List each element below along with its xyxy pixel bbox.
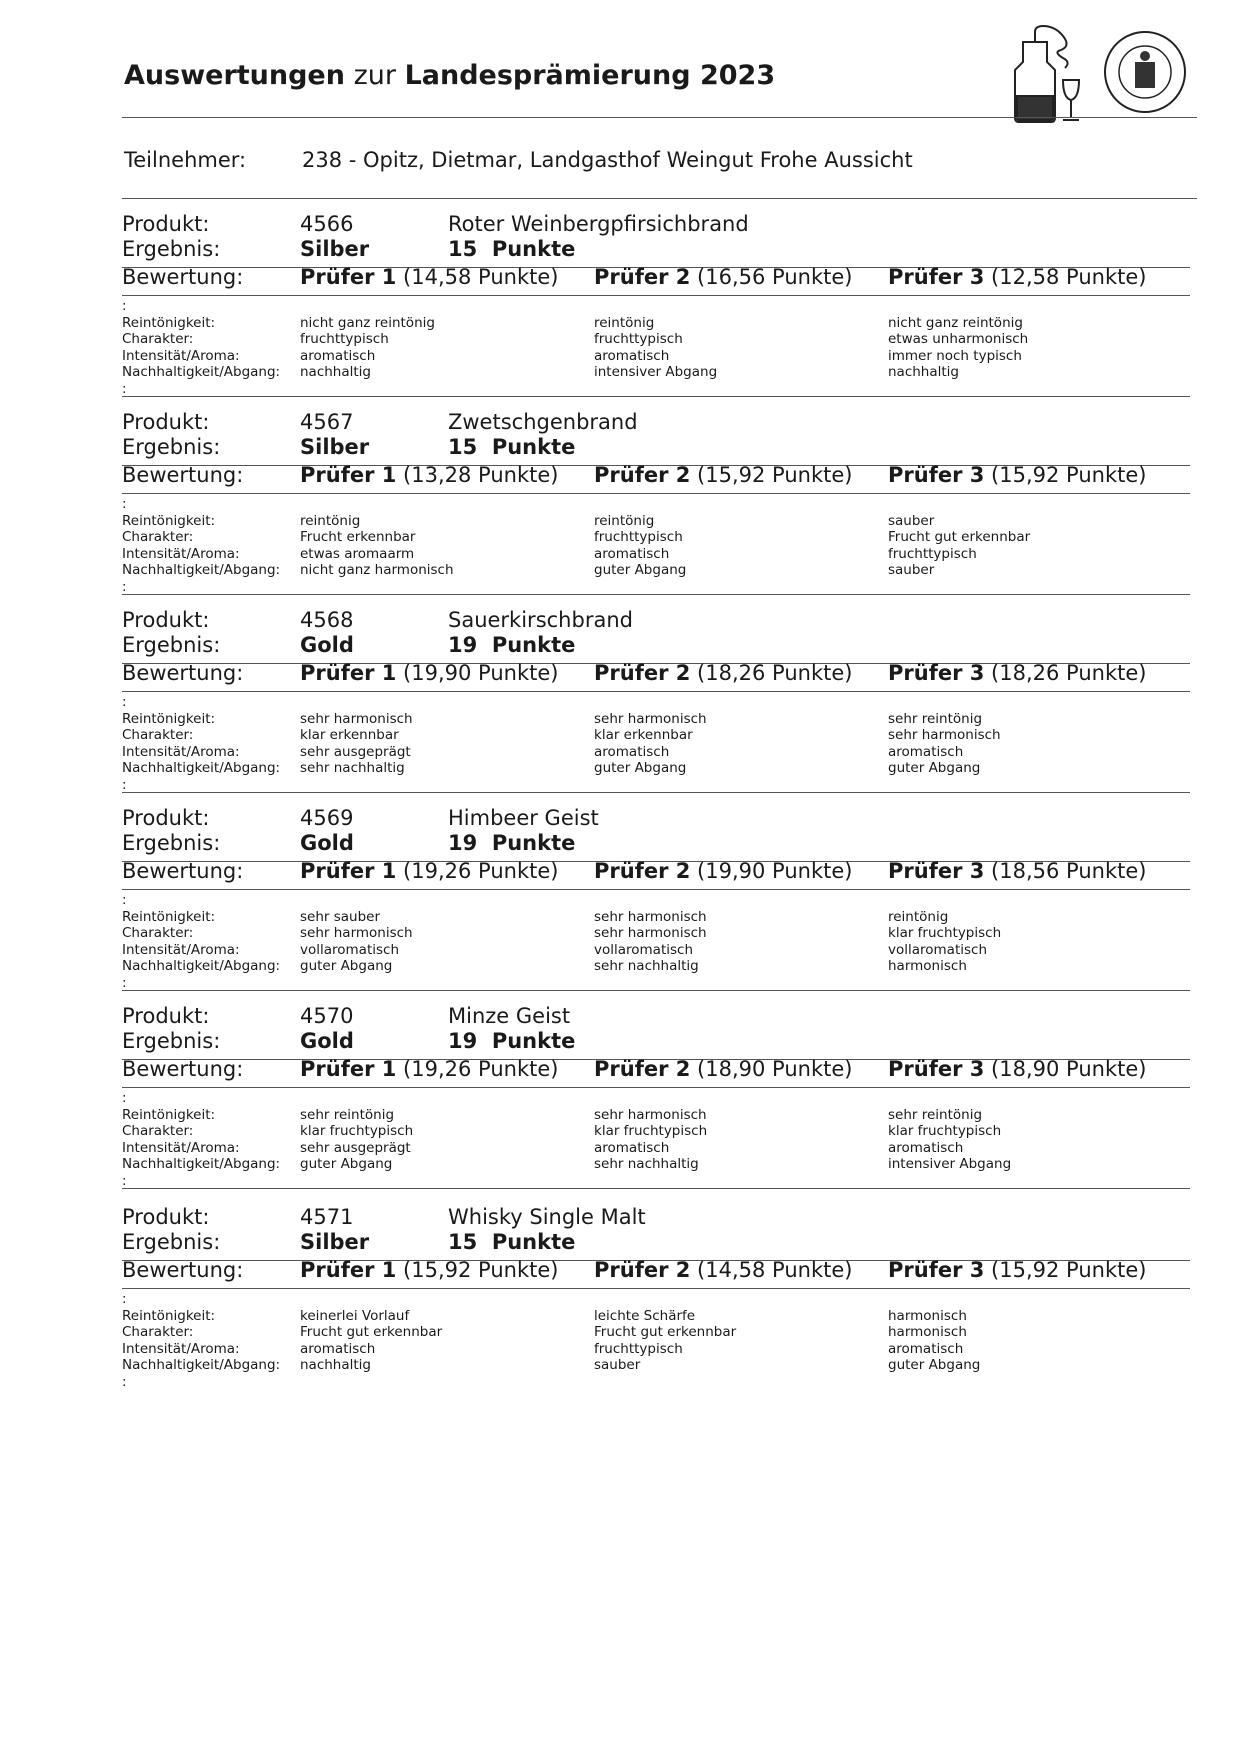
score: 19 Punkte xyxy=(448,633,576,657)
bewertung-label: Bewertung: xyxy=(122,463,244,487)
title-part-1: Auswertungen xyxy=(124,60,345,91)
pruefer-3-comments xyxy=(888,513,1030,579)
pruefer-2-comments xyxy=(594,1107,707,1173)
score: 15 Punkte xyxy=(448,1230,576,1254)
association-seal xyxy=(1105,32,1185,112)
pruefer-1-comments xyxy=(300,711,413,777)
criterion-label: Intensität/Aroma: xyxy=(122,347,240,364)
comment: aromatisch xyxy=(594,347,670,364)
product-id: 4569 xyxy=(300,806,354,830)
comment: sehr nachhaltig xyxy=(300,760,405,776)
product-block xyxy=(122,212,1190,412)
comment: aromatisch xyxy=(594,743,670,760)
criterion-label: Charakter: xyxy=(122,727,194,743)
criterion-label: Charakter: xyxy=(122,331,194,347)
score: 15 Punkte xyxy=(448,237,576,261)
pruefer-2-label: Prüfer 2 xyxy=(594,265,691,289)
product-divider xyxy=(122,990,1190,991)
comment: aromatisch xyxy=(888,743,964,760)
pruefer-1-label: Prüfer 1 xyxy=(300,265,397,289)
comment: nachhaltig xyxy=(300,1357,372,1373)
pruefer-3-points: (18,26 Punkte) xyxy=(991,661,1147,685)
pruefer-1-label: Prüfer 1 xyxy=(300,1258,397,1282)
product-id: 4566 xyxy=(300,212,354,236)
comment: aromatisch xyxy=(300,347,376,364)
comment: nicht ganz reintönig xyxy=(888,314,1023,331)
comment: sauber xyxy=(594,1357,641,1373)
participant-divider xyxy=(122,198,1197,199)
comment: etwas unharmonisch xyxy=(888,331,1029,347)
comment: guter Abgang xyxy=(888,1357,981,1373)
pruefer-1-comments xyxy=(300,315,435,381)
pruefer-2-score xyxy=(594,661,852,685)
criterion-label: Charakter: xyxy=(122,925,194,941)
pruefer-1-score xyxy=(300,1057,558,1081)
pruefer-3-points: (18,90 Punkte) xyxy=(991,1057,1147,1081)
pruefer-2-comments xyxy=(594,909,707,975)
medal: Gold xyxy=(300,633,354,657)
comment: fruchttypisch xyxy=(300,331,389,347)
comment: aromatisch xyxy=(888,1139,964,1156)
pruefer-3-label: Prüfer 3 xyxy=(888,1057,985,1081)
score: 15 Punkte xyxy=(448,435,576,459)
title-part-2: zur xyxy=(353,60,396,91)
pruefer-3-comments xyxy=(888,711,1001,777)
criterion-label: Reintönigkeit: xyxy=(122,512,216,529)
comment: guter Abgang xyxy=(594,562,687,578)
colon-bottom: : xyxy=(122,1373,127,1390)
product-divider xyxy=(122,792,1190,793)
colon-top: : xyxy=(122,892,127,908)
comment: klar erkennbar xyxy=(594,727,693,743)
pruefer-2-points: (19,90 Punkte) xyxy=(697,859,853,883)
pruefer-1-comments xyxy=(300,513,454,579)
comment: sehr reintönig xyxy=(300,1106,395,1123)
pruefer-1-score xyxy=(300,265,558,289)
comment: sehr nachhaltig xyxy=(594,1156,699,1172)
comment: fruchttypisch xyxy=(594,1340,683,1357)
criterion-label: Reintönigkeit: xyxy=(122,314,216,331)
criterion-label: Nachhaltigkeit/Abgang: xyxy=(122,1357,281,1373)
comment: guter Abgang xyxy=(300,1156,393,1172)
comment: reintönig xyxy=(888,908,949,925)
pruefer-2-label: Prüfer 2 xyxy=(594,661,691,685)
produkt-label: Produkt: xyxy=(122,410,210,434)
comment: sehr ausgeprägt xyxy=(300,1139,411,1156)
pruefer-3-points: (15,92 Punkte) xyxy=(991,1258,1147,1282)
product-name: Himbeer Geist xyxy=(448,806,599,830)
comment: intensiver Abgang xyxy=(594,364,718,380)
product-id: 4567 xyxy=(300,410,354,434)
product-block xyxy=(122,410,1190,610)
criterion-label: Intensität/Aroma: xyxy=(122,743,240,760)
pruefer-2-score xyxy=(594,1258,852,1282)
criterion-label: Charakter: xyxy=(122,1324,194,1340)
criteria-labels xyxy=(122,1291,280,1390)
ergebnis-label: Ergebnis: xyxy=(122,633,221,657)
criterion-label: Nachhaltigkeit/Abgang: xyxy=(122,364,281,380)
pruefer-3-comments xyxy=(888,315,1028,381)
pruefer-3-label: Prüfer 3 xyxy=(888,661,985,685)
medal: Gold xyxy=(300,831,354,855)
pruefer-1-points: (14,58 Punkte) xyxy=(403,265,559,289)
comment: immer noch typisch xyxy=(888,347,1022,364)
comment: harmonisch xyxy=(888,1307,967,1324)
colon-top: : xyxy=(122,694,127,710)
comment: guter Abgang xyxy=(300,958,393,974)
criteria-labels xyxy=(122,298,280,397)
colon-bottom: : xyxy=(122,380,127,397)
criterion-label: Nachhaltigkeit/Abgang: xyxy=(122,562,281,578)
comment: sauber xyxy=(888,512,935,529)
pruefer-2-comments xyxy=(594,1308,736,1374)
comment: sehr reintönig xyxy=(888,1106,983,1123)
title-part-3: Landesprämierung 2023 xyxy=(404,60,776,91)
comment: sehr sauber xyxy=(300,908,381,925)
pruefer-2-label: Prüfer 2 xyxy=(594,1057,691,1081)
product-block xyxy=(122,608,1190,808)
association-logo xyxy=(1005,22,1195,127)
pruefer-3-score xyxy=(888,265,1146,289)
comment: harmonisch xyxy=(888,958,967,974)
comment: vollaromatisch xyxy=(594,941,694,958)
product-divider xyxy=(122,1188,1190,1189)
comment: keinerlei Vorlauf xyxy=(300,1307,410,1324)
criterion-label: Charakter: xyxy=(122,529,194,545)
score: 19 Punkte xyxy=(448,831,576,855)
pruefer-3-points: (18,56 Punkte) xyxy=(991,859,1147,883)
colon-top: : xyxy=(122,1291,127,1307)
pruefer-2-label: Prüfer 2 xyxy=(594,1258,691,1282)
product-name: Sauerkirschbrand xyxy=(448,608,633,632)
comment: sehr harmonisch xyxy=(300,710,413,727)
pruefer-3-points: (15,92 Punkte) xyxy=(991,463,1147,487)
product-divider xyxy=(122,594,1190,595)
comment: sehr harmonisch xyxy=(300,925,413,941)
pruefer-2-points: (18,90 Punkte) xyxy=(697,1057,853,1081)
page-title xyxy=(124,60,775,91)
product-block xyxy=(122,1004,1190,1204)
pruefer-2-points: (14,58 Punkte) xyxy=(697,1258,853,1282)
participant-label: Teilnehmer: xyxy=(124,148,247,172)
pruefer-1-points: (13,28 Punkte) xyxy=(403,463,559,487)
pruefer-2-comments xyxy=(594,711,707,777)
comment: klar fruchtypisch xyxy=(888,1123,1002,1139)
pruefer-2-score xyxy=(594,1057,852,1081)
participant-value: 238 - Opitz, Dietmar, Landgasthof Weingut Frohe Aussicht xyxy=(302,148,913,172)
criterion-label: Intensität/Aroma: xyxy=(122,1139,240,1156)
criteria-labels xyxy=(122,496,280,595)
comment: guter Abgang xyxy=(888,760,981,776)
pruefer-1-comments xyxy=(300,1107,413,1173)
pruefer-2-label: Prüfer 2 xyxy=(594,859,691,883)
bewertung-divider xyxy=(122,295,1190,296)
pruefer-1-comments xyxy=(300,1308,442,1374)
pruefer-3-points: (12,58 Punkte) xyxy=(991,265,1147,289)
comment: sehr harmonisch xyxy=(594,710,707,727)
medal: Silber xyxy=(300,237,370,261)
bewertung-label: Bewertung: xyxy=(122,265,244,289)
comment: fruchttypisch xyxy=(594,331,683,347)
bewertung-divider xyxy=(122,1288,1190,1289)
pruefer-1-comments xyxy=(300,909,413,975)
product-divider xyxy=(122,396,1190,397)
bewertung-divider xyxy=(122,691,1190,692)
comment: aromatisch xyxy=(888,1340,964,1357)
pruefer-2-score xyxy=(594,859,852,883)
comment: leichte Schärfe xyxy=(594,1307,696,1324)
pruefer-1-points: (15,92 Punkte) xyxy=(403,1258,559,1282)
produkt-label: Produkt: xyxy=(122,806,210,830)
pruefer-1-score xyxy=(300,1258,558,1282)
pruefer-3-comments xyxy=(888,1107,1011,1173)
comment: fruchttypisch xyxy=(594,529,683,545)
pruefer-3-score xyxy=(888,1258,1146,1282)
comment: reintönig xyxy=(594,512,655,529)
comment: aromatisch xyxy=(594,545,670,562)
comment: reintönig xyxy=(594,314,655,331)
comment: sehr harmonisch xyxy=(594,908,707,925)
comment: Frucht gut erkennbar xyxy=(594,1324,737,1340)
criterion-label: Reintönigkeit: xyxy=(122,908,216,925)
bewertung-label: Bewertung: xyxy=(122,1057,244,1081)
criterion-label: Reintönigkeit: xyxy=(122,1106,216,1123)
product-name: Roter Weinbergpfirsichbrand xyxy=(448,212,749,236)
pruefer-1-score xyxy=(300,661,558,685)
ergebnis-label: Ergebnis: xyxy=(122,1029,221,1053)
comment: intensiver Abgang xyxy=(888,1156,1012,1172)
product-block xyxy=(122,806,1190,1006)
colon-top: : xyxy=(122,496,127,512)
comment: Frucht gut erkennbar xyxy=(888,529,1031,545)
pruefer-3-score xyxy=(888,661,1146,685)
criterion-label: Charakter: xyxy=(122,1123,194,1139)
criterion-label: Intensität/Aroma: xyxy=(122,1340,240,1357)
pruefer-3-comments xyxy=(888,909,1001,975)
comment: etwas aromaarm xyxy=(300,545,415,562)
comment: reintönig xyxy=(300,512,361,529)
medal: Silber xyxy=(300,435,370,459)
pruefer-1-score xyxy=(300,463,558,487)
pruefer-2-label: Prüfer 2 xyxy=(594,463,691,487)
comment: klar erkennbar xyxy=(300,727,399,743)
colon-bottom: : xyxy=(122,974,127,991)
produkt-label: Produkt: xyxy=(122,1205,210,1229)
pruefer-1-label: Prüfer 1 xyxy=(300,1057,397,1081)
product-block xyxy=(122,1205,1190,1405)
pruefer-1-label: Prüfer 1 xyxy=(300,463,397,487)
comment: harmonisch xyxy=(888,1324,967,1340)
produkt-label: Produkt: xyxy=(122,1004,210,1028)
pruefer-2-score xyxy=(594,265,852,289)
comment: klar fruchtypisch xyxy=(594,1123,708,1139)
produkt-label: Produkt: xyxy=(122,608,210,632)
criteria-labels xyxy=(122,694,280,793)
pruefer-3-label: Prüfer 3 xyxy=(888,1258,985,1282)
colon-top: : xyxy=(122,298,127,314)
comment: guter Abgang xyxy=(594,760,687,776)
pruefer-3-label: Prüfer 3 xyxy=(888,265,985,289)
pruefer-3-label: Prüfer 3 xyxy=(888,463,985,487)
product-id: 4570 xyxy=(300,1004,354,1028)
pruefer-3-comments xyxy=(888,1308,980,1374)
pruefer-2-points: (18,26 Punkte) xyxy=(697,661,853,685)
comment: sehr reintönig xyxy=(888,710,983,727)
criterion-label: Reintönigkeit: xyxy=(122,710,216,727)
criterion-label: Nachhaltigkeit/Abgang: xyxy=(122,760,281,776)
score: 19 Punkte xyxy=(448,1029,576,1053)
comment: vollaromatisch xyxy=(300,941,400,958)
product-name: Zwetschgenbrand xyxy=(448,410,638,434)
pruefer-1-label: Prüfer 1 xyxy=(300,661,397,685)
bewertung-label: Bewertung: xyxy=(122,859,244,883)
pruefer-3-label: Prüfer 3 xyxy=(888,859,985,883)
comment: klar fruchtypisch xyxy=(888,925,1002,941)
comment: sehr ausgeprägt xyxy=(300,743,411,760)
pruefer-3-score xyxy=(888,859,1146,883)
ergebnis-label: Ergebnis: xyxy=(122,1230,221,1254)
comment: nicht ganz reintönig xyxy=(300,314,435,331)
comment: sehr nachhaltig xyxy=(594,958,699,974)
pruefer-1-points: (19,90 Punkte) xyxy=(403,661,559,685)
pruefer-3-score xyxy=(888,1057,1146,1081)
colon-bottom: : xyxy=(122,578,127,595)
colon-bottom: : xyxy=(122,1172,127,1189)
product-id: 4571 xyxy=(300,1205,354,1229)
comment: vollaromatisch xyxy=(888,941,988,958)
colon-bottom: : xyxy=(122,776,127,793)
criterion-label: Reintönigkeit: xyxy=(122,1307,216,1324)
bewertung-divider xyxy=(122,493,1190,494)
pruefer-1-score xyxy=(300,859,558,883)
ergebnis-label: Ergebnis: xyxy=(122,435,221,459)
pruefer-1-label: Prüfer 1 xyxy=(300,859,397,883)
bewertung-label: Bewertung: xyxy=(122,661,244,685)
pruefer-2-comments xyxy=(594,513,686,579)
medal: Silber xyxy=(300,1230,370,1254)
pruefer-2-points: (16,56 Punkte) xyxy=(697,265,853,289)
pruefer-2-comments xyxy=(594,315,717,381)
medal: Gold xyxy=(300,1029,354,1053)
colon-top: : xyxy=(122,1090,127,1106)
comment: nachhaltig xyxy=(300,364,372,380)
criterion-label: Intensität/Aroma: xyxy=(122,545,240,562)
product-name: Minze Geist xyxy=(448,1004,571,1028)
comment: nicht ganz harmonisch xyxy=(300,562,454,578)
bewertung-divider xyxy=(122,1087,1190,1088)
comment: sehr harmonisch xyxy=(594,1106,707,1123)
bewertung-divider xyxy=(122,889,1190,890)
criterion-label: Nachhaltigkeit/Abgang: xyxy=(122,1156,281,1172)
product-id: 4568 xyxy=(300,608,354,632)
comment: sehr harmonisch xyxy=(888,727,1001,743)
comment: aromatisch xyxy=(300,1340,376,1357)
ergebnis-label: Ergebnis: xyxy=(122,831,221,855)
comment: Frucht erkennbar xyxy=(300,529,416,545)
criterion-label: Intensität/Aroma: xyxy=(122,941,240,958)
header-divider xyxy=(122,117,1197,118)
pruefer-1-points: (19,26 Punkte) xyxy=(403,859,559,883)
pruefer-3-score xyxy=(888,463,1146,487)
bewertung-label: Bewertung: xyxy=(122,1258,244,1282)
ergebnis-label: Ergebnis: xyxy=(122,237,221,261)
comment: aromatisch xyxy=(594,1139,670,1156)
pruefer-2-score xyxy=(594,463,852,487)
comment: nachhaltig xyxy=(888,364,960,380)
criterion-label: Nachhaltigkeit/Abgang: xyxy=(122,958,281,974)
still-bottle-icon xyxy=(1015,26,1079,122)
product-name: Whisky Single Malt xyxy=(448,1205,646,1229)
comment: klar fruchtypisch xyxy=(300,1123,414,1139)
comment: fruchttypisch xyxy=(888,545,977,562)
pruefer-1-points: (19,26 Punkte) xyxy=(403,1057,559,1081)
comment: sehr harmonisch xyxy=(594,925,707,941)
pruefer-2-points: (15,92 Punkte) xyxy=(697,463,853,487)
criteria-labels xyxy=(122,892,280,991)
comment: sauber xyxy=(888,562,935,578)
produkt-label: Produkt: xyxy=(122,212,210,236)
criteria-labels xyxy=(122,1090,280,1189)
comment: Frucht gut erkennbar xyxy=(300,1324,443,1340)
